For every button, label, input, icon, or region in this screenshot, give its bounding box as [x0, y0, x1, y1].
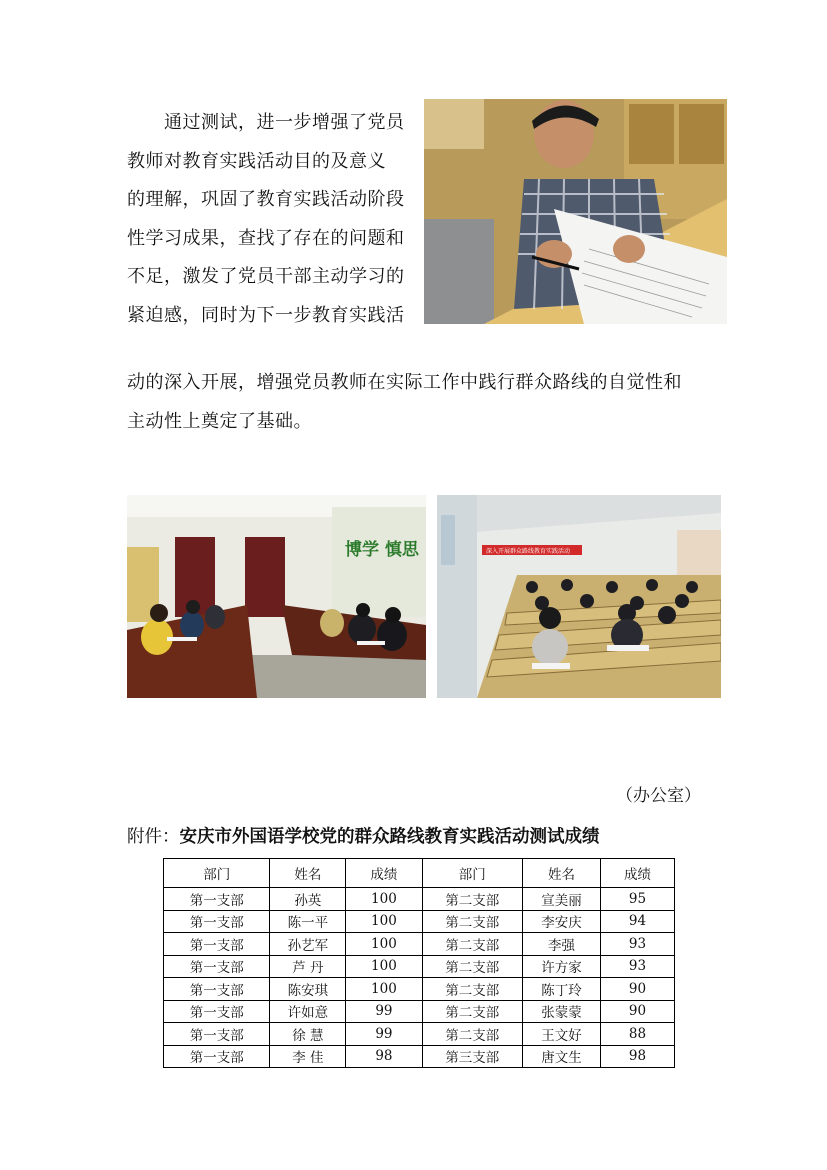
table-cell: 第二支部 [422, 933, 523, 956]
table-row [164, 933, 675, 956]
table-cell: 第二支部 [422, 978, 523, 1001]
photo-teacher-writing [424, 99, 727, 324]
paragraph-line: 教师对教育实践活动目的及意义 [127, 150, 386, 172]
table-cell: 90 [600, 1000, 674, 1023]
table-header-cell: 成绩 [346, 859, 422, 888]
table-row [164, 888, 675, 911]
table-cell: 孙艺军 [270, 933, 346, 956]
table-header-cell: 成绩 [600, 859, 674, 888]
table-cell: 第二支部 [422, 910, 523, 933]
table-cell: 98 [346, 1045, 422, 1068]
table-cell: 93 [600, 955, 674, 978]
paragraph-line: 主动性上奠定了基础。 [127, 410, 312, 432]
table-cell: 第一支部 [164, 1023, 270, 1046]
table-cell: 李安庆 [523, 910, 601, 933]
table-cell: 第一支部 [164, 888, 270, 911]
table-cell: 95 [600, 888, 674, 911]
table-cell: 94 [600, 910, 674, 933]
table-header-cell: 姓名 [270, 859, 346, 888]
table-cell: 徐 慧 [270, 1023, 346, 1046]
table-header-cell: 部门 [164, 859, 270, 888]
table-cell: 许方家 [523, 955, 601, 978]
table-cell: 第一支部 [164, 910, 270, 933]
table-cell: 第二支部 [422, 888, 523, 911]
paragraph-line: 性学习成果，查找了存在的问题和 [127, 227, 405, 249]
table-cell: 王文好 [523, 1023, 601, 1046]
signature-office: （办公室） [616, 786, 701, 806]
table-cell: 第一支部 [164, 1045, 270, 1068]
table-cell: 芦 丹 [270, 955, 346, 978]
table-cell: 93 [600, 933, 674, 956]
table-cell: 唐文生 [523, 1045, 601, 1068]
attachment-title [127, 823, 600, 848]
table-cell: 第二支部 [422, 1023, 523, 1046]
table-cell: 第一支部 [164, 1000, 270, 1023]
table-cell: 100 [346, 978, 422, 1001]
table-cell: 第一支部 [164, 955, 270, 978]
table-cell: 孙英 [270, 888, 346, 911]
paragraph-line: 动的深入开展，增强党员教师在实际工作中践行群众路线的自觉性和 [127, 372, 682, 393]
table-cell: 李强 [523, 933, 601, 956]
body-paragraph-bottom [127, 364, 727, 441]
body-paragraph-top [127, 104, 417, 335]
table-cell: 张蒙蒙 [523, 1000, 601, 1023]
photo-lecture-hall-test [437, 495, 721, 698]
table-cell: 第二支部 [422, 1000, 523, 1023]
table-header-row [164, 859, 675, 888]
table-cell: 第一支部 [164, 933, 270, 956]
attachment-title-text: 安庆市外国语学校党的群众路线教育实践活动测试成绩 [179, 827, 600, 847]
table-cell: 98 [600, 1045, 674, 1068]
paragraph-line: 通过测试，进一步增强了党员 [164, 112, 405, 133]
paragraph-line: 紧迫感，同时为下一步教育实践活 [127, 304, 405, 326]
table-row [164, 1000, 675, 1023]
table-row [164, 910, 675, 933]
attachment-lead: 附件： [127, 827, 180, 847]
table-cell: 100 [346, 955, 422, 978]
scores-table [163, 858, 675, 1068]
table-header-cell: 姓名 [523, 859, 601, 888]
table-cell: 陈安琪 [270, 978, 346, 1001]
table-cell: 宣美丽 [523, 888, 601, 911]
table-cell: 陈一平 [270, 910, 346, 933]
table-cell: 李 佳 [270, 1045, 346, 1068]
paragraph-line: 的理解，巩固了教育实践活动阶段 [127, 189, 405, 210]
table-cell: 第二支部 [422, 955, 523, 978]
table-cell: 许如意 [270, 1000, 346, 1023]
banner-hall-text: 深入开展群众路线教育实践活动 [486, 548, 571, 555]
banner-left-text: 博学 慎思 [345, 540, 419, 560]
table-cell: 第三支部 [422, 1045, 523, 1068]
table-cell: 99 [346, 1023, 422, 1046]
table-row [164, 955, 675, 978]
photo-meeting-room-test [127, 495, 426, 698]
table-cell: 100 [346, 910, 422, 933]
table-cell: 88 [600, 1023, 674, 1046]
table-cell: 100 [346, 888, 422, 911]
table-row [164, 1023, 675, 1046]
table-cell: 90 [600, 978, 674, 1001]
table-cell: 99 [346, 1000, 422, 1023]
table-cell: 第一支部 [164, 978, 270, 1001]
paragraph-line: 不足，激发了党员干部主动学习的 [127, 266, 405, 287]
table-row [164, 1045, 675, 1068]
table-row [164, 978, 675, 1001]
table-cell: 100 [346, 933, 422, 956]
table-cell: 陈丁玲 [523, 978, 601, 1001]
table-header-cell: 部门 [422, 859, 523, 888]
